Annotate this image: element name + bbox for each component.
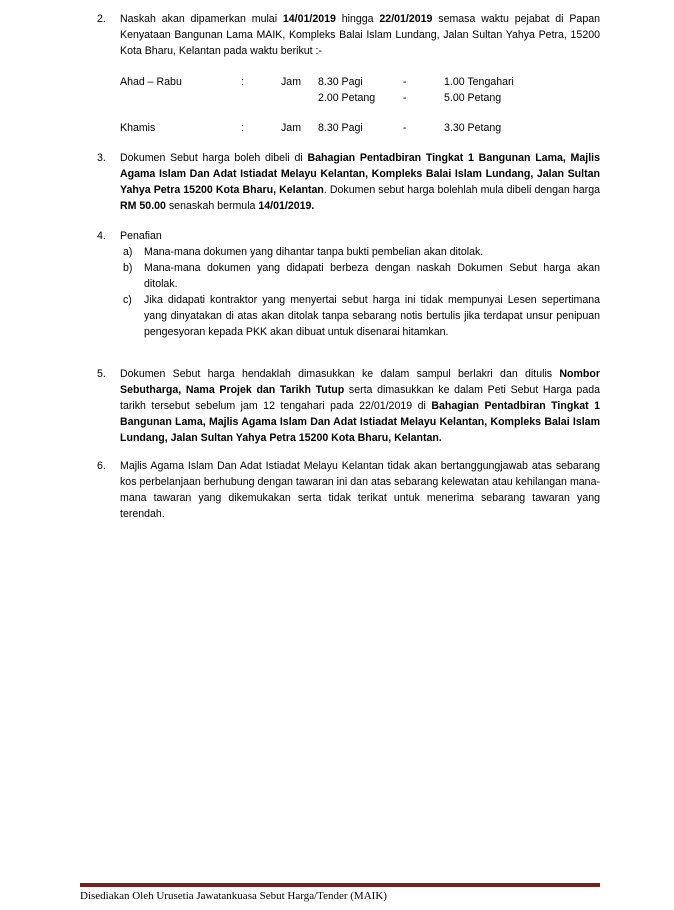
disclaimer-label: a) xyxy=(123,246,133,258)
schedule-colon: : xyxy=(241,76,244,88)
item-number: 3. xyxy=(97,152,106,164)
schedule-row xyxy=(120,74,600,90)
disclaimer-label: b) xyxy=(123,262,133,274)
item-5 xyxy=(97,366,600,446)
item-number: 5. xyxy=(97,368,106,380)
schedule-from: 8.30 Pagi xyxy=(318,122,363,134)
schedule-jam: Jam xyxy=(281,122,302,134)
item-3-text: Dokumen Sebut harga boleh dibeli di Bahagian Pentadbiran Tingkat 1 Bangunan Lama, Majlis Agama Islam Dan Adat Istiadat Melayu Kelantan, Kompleks Balai Islam Lundang, Jalan Sultan Yahya Petra 15200 Kota Bharu, Kelantan. Dokumen sebut harga bolehlah mula dibeli dengan harga RM 50.00 senaskah bermula 14/01/2019. xyxy=(120,152,600,212)
footer-divider xyxy=(80,883,600,887)
schedule-dash: - xyxy=(403,76,407,88)
schedule-day: Ahad – Rabu xyxy=(120,76,182,88)
schedule-row xyxy=(120,120,600,136)
schedule-jam: Jam xyxy=(281,76,302,88)
disclaimer-text: Mana-mana dokumen yang dihantar tanpa bukti pembelian akan ditolak. xyxy=(144,246,484,258)
schedule-row xyxy=(120,90,600,106)
schedule-dash: - xyxy=(403,122,407,134)
schedule-table xyxy=(120,74,600,106)
schedule-from: 2.00 Petang xyxy=(318,92,376,104)
item-4-title: Penafian xyxy=(120,230,162,242)
disclaimer-item xyxy=(120,260,600,292)
disclaimer-item xyxy=(120,292,600,340)
schedule-to: 3.30 Petang xyxy=(444,122,502,134)
item-2 xyxy=(97,11,600,59)
item-4 xyxy=(97,228,600,340)
footer-text: Disediakan Oleh Urusetia Jawatankuasa Sebut Harga/Tender (MAIK) xyxy=(80,890,387,902)
item-2-text: Naskah akan dipamerkan mulai 14/01/2019 hingga 22/01/2019 semasa waktu pejabat di Papan Kenyataan Bangunan Lama MAIK, Kompleks Balai Islam Lundang, Jalan Sultan Yahya Petra, 15200 Kota Bharu, Kelantan pada waktu berikut :- xyxy=(120,13,600,57)
item-3 xyxy=(97,150,600,214)
item-number: 4. xyxy=(97,230,106,242)
disclaimer-text: Mana-mana dokumen yang didapati berbeza dengan naskah Dokumen Sebut harga akan ditolak. xyxy=(144,262,600,290)
schedule-table-2 xyxy=(120,120,600,136)
disclaimer-item xyxy=(120,244,600,260)
item-6-text: Majlis Agama Islam Dan Adat Istiadat Melayu Kelantan tidak akan bertanggungjawab atas sebarang kos perbelanjaan berhubung dengan tawaran ini dan atas sebarang kelewatan atau kehilangan mana-mana tawaran yang dikemukakan serta tidak terikat untuk menerima sebarang tawaran yang terendah. xyxy=(120,460,600,520)
disclaimer-list xyxy=(120,244,600,340)
item-number: 6. xyxy=(97,460,106,472)
schedule-colon: : xyxy=(241,122,244,134)
item-number: 2. xyxy=(97,13,106,25)
schedule-from: 8.30 Pagi xyxy=(318,76,363,88)
schedule-day: Khamis xyxy=(120,122,156,134)
schedule-dash: - xyxy=(403,92,407,104)
disclaimer-label: c) xyxy=(123,294,132,306)
item-6 xyxy=(97,458,600,522)
item-5-text: Dokumen Sebut harga hendaklah dimasukkan ke dalam sampul berlakri dan ditulis Nombor Sebutharga, Nama Projek dan Tarikh Tutup serta dimasukkan ke dalam Peti Sebut Harga pada tarikh tersebut sebelum jam 12 tengahari pada 22/01/2019 di Bahagian Pentadbiran Tingkat 1 Bangunan Lama, Majlis Agama Islam Dan Adat Istiadat Melayu Kelantan, Kompleks Balai Islam Lundang, Jalan Sultan Yahya Petra 15200 Kota Bharu, Kelantan. xyxy=(120,368,601,444)
disclaimer-text: Jika didapati kontraktor yang menyertai sebut harga ini tidak mempunyai Lesen sepertimana yang dinyatakan di atas akan ditolak tanpa sebarang notis bertulis jika terdapat unsur penipuan pengesyoran kepada PKK akan dibuat untuk disenarai hitamkan. xyxy=(144,294,600,338)
schedule-to: 1.00 Tengahari xyxy=(444,76,514,88)
schedule-to: 5.00 Petang xyxy=(444,92,502,104)
